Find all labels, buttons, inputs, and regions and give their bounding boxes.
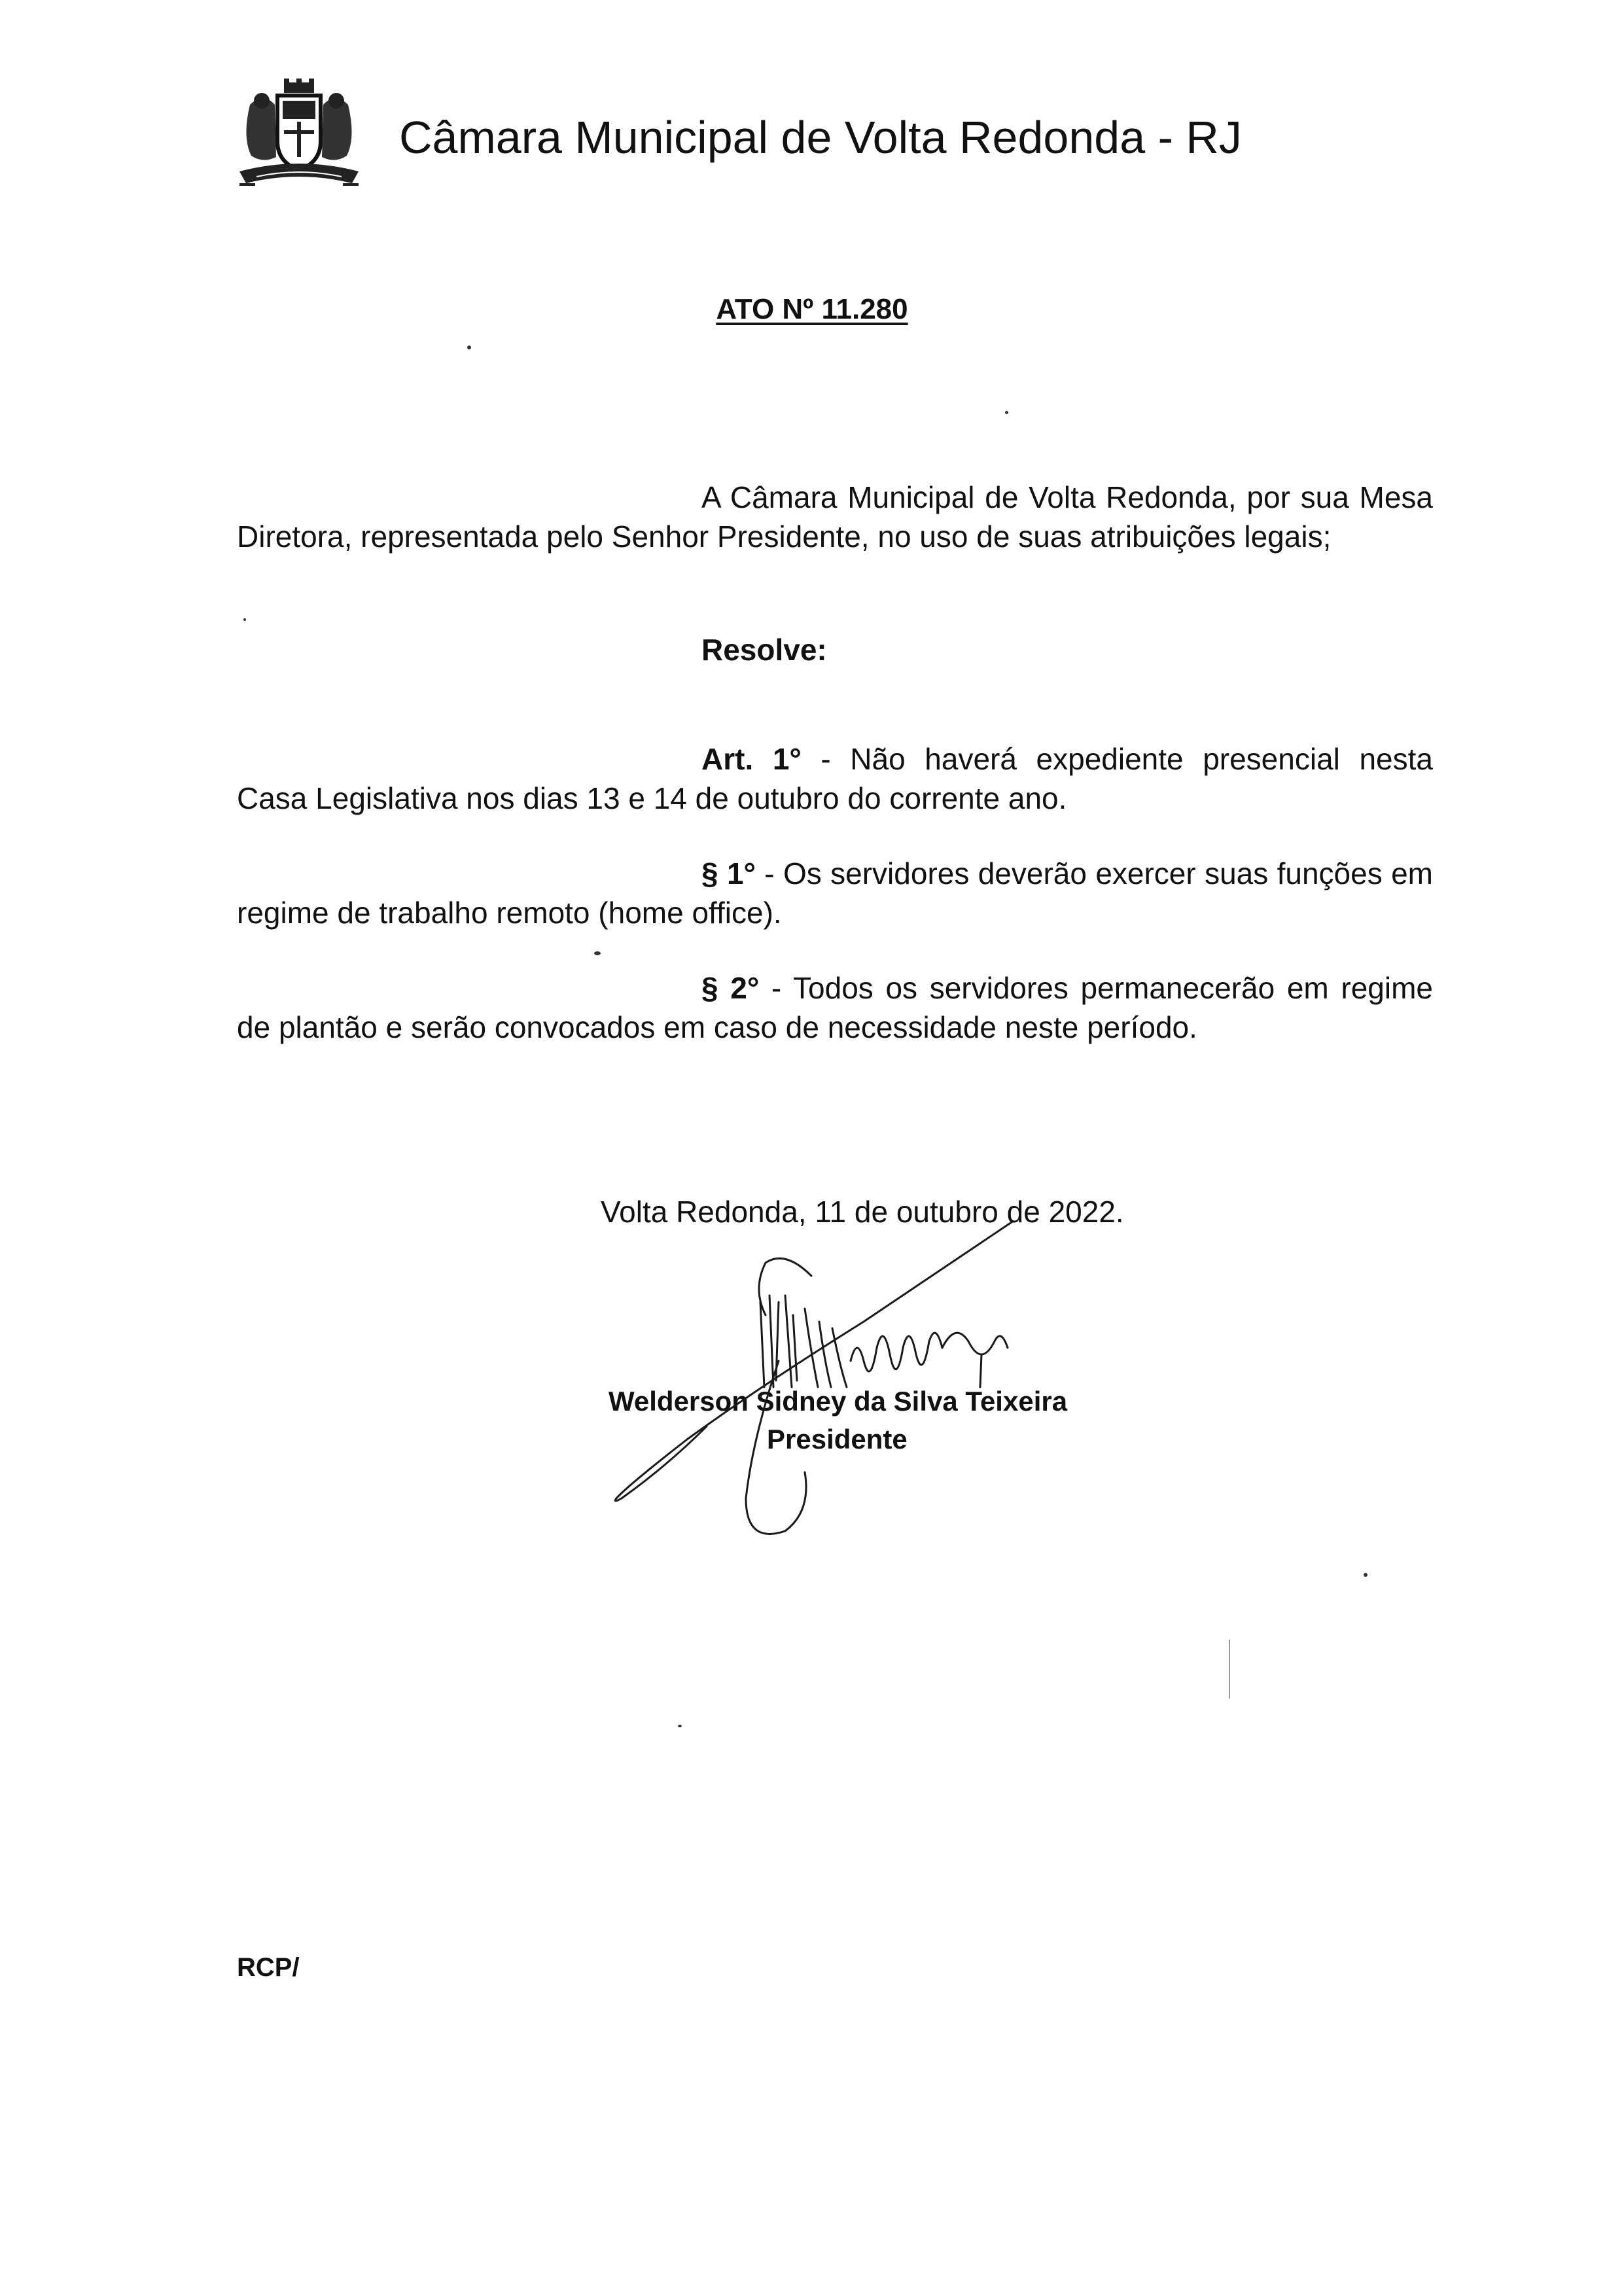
handwritten-signature xyxy=(589,1191,1086,1557)
scan-speck xyxy=(467,345,471,349)
scan-speck xyxy=(594,951,601,955)
scan-speck xyxy=(243,618,246,621)
place-and-date: Volta Redonda, 11 de outubro de 2022. xyxy=(601,1195,1124,1229)
article-1-label: Art. 1° xyxy=(701,742,802,776)
paragraph-2-text: - Todos os servidores permanecerão em regime de plantão e serão convocados em caso de necessidade neste período. xyxy=(237,971,1433,1044)
footer-reference: RCP/ xyxy=(237,1953,300,1982)
signer-name: Welderson Sidney da Silva Teixeira xyxy=(609,1386,1068,1417)
intro-paragraph: A Câmara Municipal de Volta Redonda, por sua Mesa Diretora, representada pelo Senhor Presidente, no uso de suas atribuições legais; xyxy=(237,480,1433,554)
paragraph-2 xyxy=(237,968,1433,1047)
scan-speck xyxy=(678,1725,682,1727)
institution-title: Câmara Municipal de Volta Redonda - RJ xyxy=(399,112,1242,163)
coat-of-arms-logo xyxy=(237,79,361,190)
article-1 xyxy=(237,739,1433,818)
paragraph-1-text: - Os servidores deverão exercer suas funções em regime de trabalho remoto (home office). xyxy=(237,856,1434,930)
act-number: ATO Nº 11.280 xyxy=(716,293,908,325)
act-title xyxy=(0,293,1624,326)
scan-speck xyxy=(1364,1573,1368,1577)
signer-role: Presidente xyxy=(767,1424,908,1454)
paragraph-2-label: § 2° xyxy=(701,971,760,1005)
resolve-heading: Resolve: xyxy=(701,633,827,667)
scan-speck xyxy=(1229,1640,1230,1699)
paragraph-1-label: § 1° xyxy=(701,856,756,890)
scan-speck xyxy=(1005,411,1008,414)
article-1-text: - Não haverá expediente presencial nesta Casa Legislativa nos dias 13 e 14 de outubro do corrente ano. xyxy=(237,742,1433,815)
paragraph-1 xyxy=(237,854,1433,932)
